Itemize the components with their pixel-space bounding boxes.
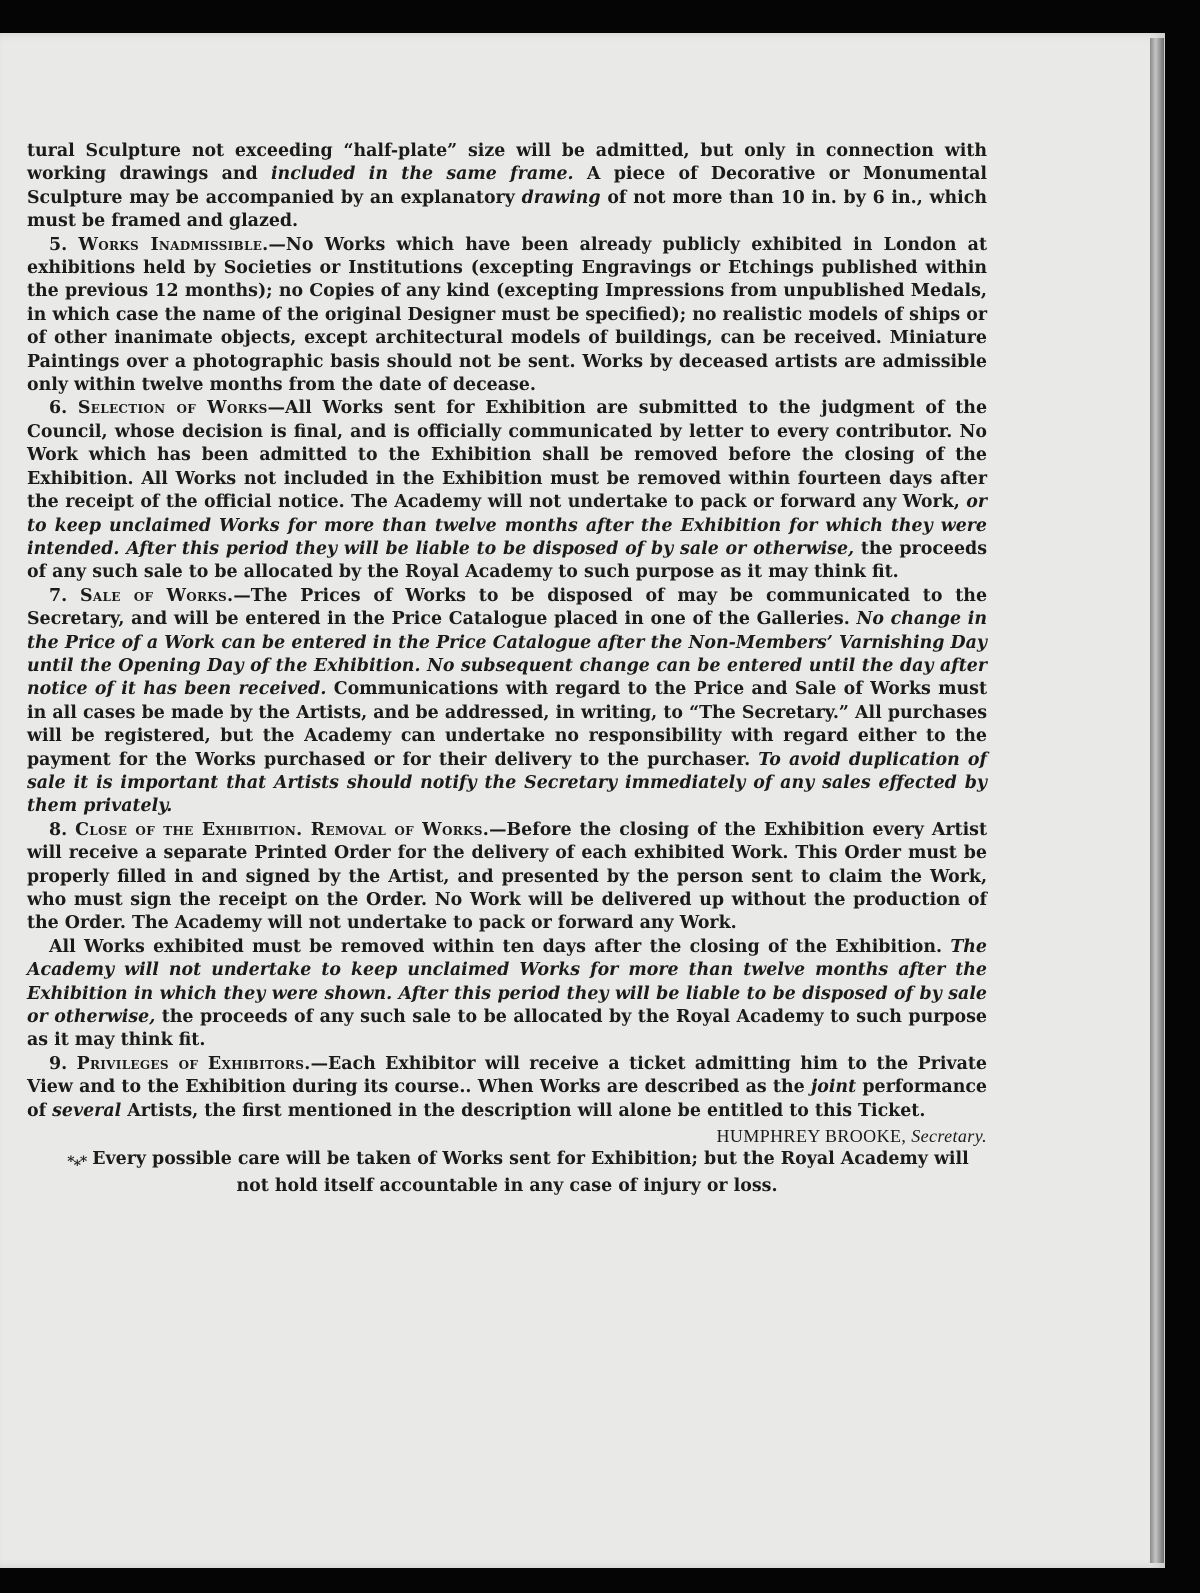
footnote: *⁎* Every possible care will be taken of Works sent for Exhibition; but the Royal Academy will not hold itself accountable in any case of injury or loss. [67,1149,969,1196]
signature-title: Secretary. [911,1126,987,1147]
section-8-removal-paragraph: All Works exhibited must be removed within ten days after the closing of the Exhibition. The Academy will not undertake to keep unclaimed Works for more than twelve months after the Exhibition in which they were shown. After this period they will be liable to be disposed of by sale or otherwise, the proceeds of any such sale to be allocated by the Royal Academy to such purpose as it may think fit. [27,936,987,1051]
section-9-heading: Privileges of Exhibitors. [76,1053,311,1074]
document-body [27,140,987,1198]
section-9-privileges-of-exhibitors: 9. Privileges of Exhibitors.—Each Exhibitor will receive a ticket admitting him to the Private View and to the Exhibition during its course.. When Works are described as the joint performance of several Artists, the first mentioned in the description will alone be entitled to this Ticket. [27,1053,987,1121]
signature [27,1125,987,1148]
paragraph-continued: tural Sculpture not exceeding “half-plate” size will be admitted, but only in connection with working drawings and included in the same frame. A piece of Decorative or Monumental Sculpture may be accompanied by an explanatory drawing of not more than 10 in. by 6 in., which must be framed and glazed. [27,141,987,232]
section-5-heading: Works Inadmissible. [78,234,269,255]
section-7-heading: Sale of Works. [79,585,234,606]
section-8-heading: Close of the Exhibition. Removal of Works. [75,819,490,840]
section-8-close-of-exhibition: 8. Close of the Exhibition. Removal of Works.—Before the closing of the Exhibition every Artist will receive a separate Printed Order for the delivery of each exhibited Work. This Order must be properly filled in and signed by the Artist, and presented by the person sent to claim the Work, who must sign the receipt on the Order. No Work will be delivered up without the production of the Order. The Academy will not undertake to pack or forward any Work. [27,819,987,934]
section-6-heading: Selection of Works [77,398,268,419]
asterism-icon: *⁎* [67,1154,87,1171]
section-5-works-inadmissible: 5. Works Inadmissible.—No Works which have been already publicly exhibited in London at exhibitions held by Societies or Institutions (excepting Engravings or Etchings published within the previous 12 months); no Copies of any kind (excepting Impressions from unpublished Medals, in which case the name of the original Designer must be specified); no realistic models of ships or of other inanimate objects, except architectural models of buildings, can be received. Miniature Paintings over a photographic basis should not be sent. Works by deceased artists are admissible only within twelve months from the date of decease. [27,234,987,396]
section-7-sale-of-works: 7. Sale of Works.—The Prices of Works to be disposed of may be communicated to the Secretary, and will be entered in the Price Catalogue placed in one of the Galleries. No change in the Price of a Work can be entered in the Price Catalogue after the Non-Members’ Varnishing Day until the Opening Day of the Exhibition. No subsequent change can be entered until the day after notice of it has been received. Communications with regard to the Price and Sale of Works must in all cases be made by the Artists, and be addressed, in writing, to “The Secretary.” All purchases will be registered, but the Academy can undertake no responsibility with regard either to the payment for the Works purchased or for their delivery to the purchaser. To avoid duplication of sale it is important that Artists should notify the Secretary immediately of any sales effected by them privately. [27,585,988,817]
section-6-selection-of-works: 6. Selection of Works—All Works sent for Exhibition are submitted to the judgment of the Council, whose decision is final, and is officially communicated by letter to every contributor. No Work which has been admitted to the Exhibition shall be removed before the closing of the Exhibition. All Works not included in the Exhibition must be removed within fourteen days after the receipt of the official notice. The Academy will not undertake to pack or forward any Work, or to keep unclaimed Works for more than twelve months after the Exhibition for which they were intended. After this period they will be liable to be disposed of by sale or otherwise, the proceeds of any such sale to be allocated by the Royal Academy to such purpose as it may think fit. [27,398,988,583]
page-edge [1150,38,1164,1563]
signature-name: HUMPHREY BROOKE, [716,1126,907,1147]
